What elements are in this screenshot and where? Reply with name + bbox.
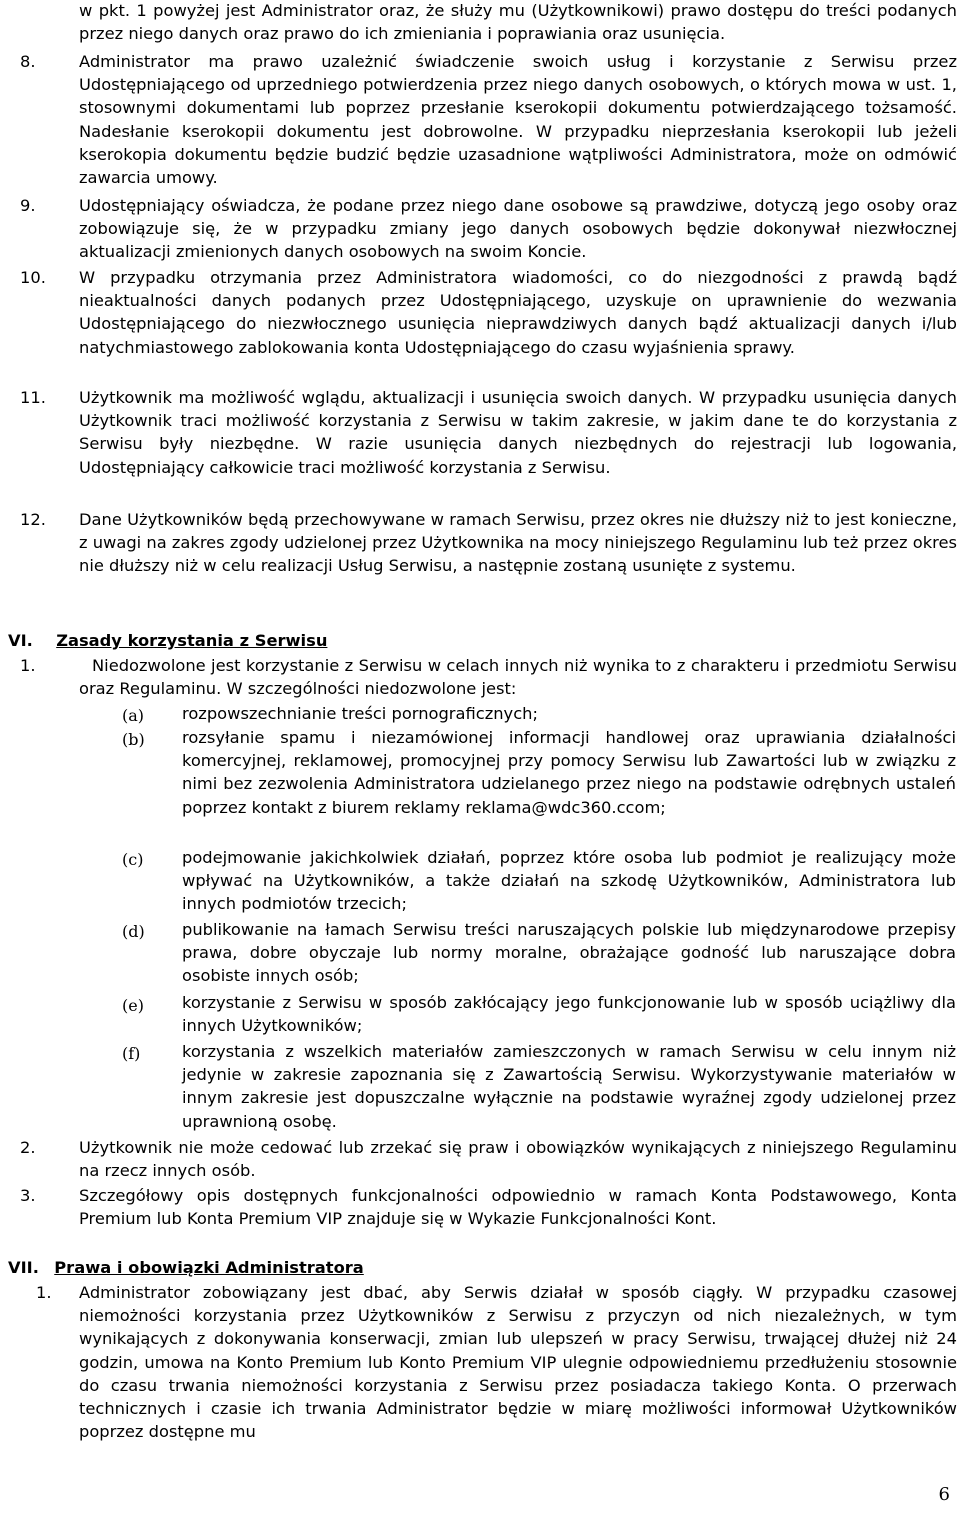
item-text: Użytkownik nie może cedować lub zrzekać się praw i obowiązków wynikających z niniejszego Regulaminu na rzecz innych osób. (79, 1138, 957, 1181)
subitem-text: publikowanie na łamach Serwisu treści naruszających polskie lub międzynarodowe przepisy prawa, dobre obyczaje lub normy moralne, obrażające godność lub naruszające dobra osobiste innych osób; (182, 920, 956, 986)
item-text: W przypadku otrzymania przez Administratora wiadomości, co do niezgodności z prawdą bądź nieaktualności danych podanych przez Udostępniającego, uzyskuje on uprawnienie do wezwania Udostępniającego do niezwłocznego usunięcia nieprawdziwych danych bądź aktualizacji danych i/lub natychmiastowego zablokowania konta Udostępniającego do czasu wyjaśnienia sprawy. (79, 268, 957, 357)
subitem-letter: (b) (122, 730, 145, 749)
item-number: 10. (20, 268, 46, 287)
subitem-text: korzystania z wszelkich materiałów zamieszczonych w ramach Serwisu w celu innym niż jedynie w zakresie zapoznania się z Zawartością Serwisu. Wykorzystywanie materiałów w innym zakresie jest dopuszczalne wyłącznie na podstawie wyraźnej zgody udzielonej przez uprawnioną osobę. (182, 1042, 956, 1131)
section-title: Zasady korzystania z Serwisu (56, 631, 328, 650)
subitem-letter: (a) (122, 706, 145, 725)
subitem-letter: (e) (122, 996, 144, 1015)
section-title: Prawa i obowiązki Administratora (54, 1258, 364, 1277)
subitem-letter: (c) (122, 850, 144, 869)
item-number: 11. (20, 388, 46, 407)
item-text: Dane Użytkowników będą przechowywane w ramach Serwisu, przez okres nie dłuższy niż to jest konieczne, z uwagi na zakres zgody udzielonej przez Użytkownika na mocy niniejszego Regulaminu lub też przez okres nie dłuższy niż w celu realizacji Usług Serwisu, a następnie zostaną usunięte z systemu. (79, 510, 957, 576)
item-text: Niedozwolone jest korzystanie z Serwisu w celach innych niż wynika to z charakteru i przedmiotu Serwisu oraz Regulaminu. W szczególności niedozwolone jest: (79, 656, 957, 699)
subitem-letter: (f) (122, 1044, 141, 1063)
subitem-text: podejmowanie jakichkolwiek działań, poprzez które osoba lub podmiot je realizujący może wpływać na Użytkowników, a także działań na szkodę Użytkowników, Administratora lub innych podmiotów trzecich; (182, 848, 956, 914)
item-number: 9. (20, 196, 36, 215)
intro-paragraph: w pkt. 1 powyżej jest Administrator oraz, że służy mu (Użytkownikowi) prawo dostępu do treści podanych przez niego danych oraz prawo do ich zmieniania i poprawiania oraz usunięcia. (79, 1, 957, 44)
subitem-text: korzystanie z Serwisu w sposób zakłócający jego funkcjonowanie lub w sposób uciążliwy dla innych Użytkowników; (182, 993, 956, 1036)
item-number: 1. (20, 656, 36, 675)
subitem-text: rozsyłanie spamu i niezamówionej informacji handlowej oraz uprawiania działalności komercyjnej, reklamowej, promocyjnej przy pomocy Serwisu lub Zawartości lub w związku z nimi bez zezwolenia Administratora udzielanego przez niego na podstawie odrębnych ustaleń poprzez kontakt z biurem reklamy reklama@wdc360.ccom; (182, 728, 956, 817)
item-number: 8. (20, 52, 36, 71)
section-numeral: VI. (8, 631, 33, 650)
item-number: 12. (20, 510, 46, 529)
item-number: 2. (20, 1138, 36, 1157)
section-numeral: VII. (8, 1258, 39, 1277)
item-text: Administrator ma prawo uzależnić świadczenie swoich usług i korzystanie z Serwisu przez Udostępniającego od uprzedniego potwierdzenia przez niego danych osobowych, o których mowa w ust. 1, stosownymi dokumentami lub poprzez przesłanie kserokopii dokumentu potwierdzającego tożsamość. Nadesłanie kserokopii dokumentu jest dobrowolne. W przypadku nieprzesłania kserokopii lub jeżeli kserokopia dokumentu będzie budzić będzie uzasadnione wątpliwości Administratora, może on odmówić zawarcia umowy. (79, 52, 957, 188)
page-number: 6 (938, 1484, 950, 1505)
subitem-text: rozpowszechnianie treści pornograficznych; (182, 704, 538, 723)
item-number: 3. (20, 1186, 36, 1205)
subitem-letter: (d) (122, 922, 145, 941)
item-text: Użytkownik ma możliwość wglądu, aktualizacji i usunięcia swoich danych. W przypadku usunięcia danych Użytkownik traci możliwość korzystania z Serwisu w takim zakresie, w jakim dane te do korzystania z Serwisu były niezbędne. W razie usunięcia danych niezbędnych do rejestracji lub logowania, Udostępniający całkowicie traci możliwość korzystania z Serwisu. (79, 388, 957, 477)
item-text: Administrator zobowiązany jest dbać, aby Serwis działał w sposób ciągły. W przypadku czasowej niemożności korzystania przez Użytkowników z Serwisu z przyczyn od nich niezależnych, w tym wynikających z dokonywania konserwacji, zmian lub ulepszeń w pracy Serwisu, trwającej dłużej niż 24 godzin, umowa na Konto Premium lub Konto Premium VIP ulegnie odpowiedniemu przedłużeniu stosownie do czasu trwania niemożności korzystania z Serwisu przez posiadacza takiego Konta. O przerwach technicznych i czasie ich trwania Administrator będzie w miarę możliwości informował Użytkowników poprzez dostępne mu (79, 1283, 957, 1442)
section-heading (8, 629, 327, 652)
item-number: 1. (36, 1283, 52, 1302)
section-heading (8, 1256, 364, 1279)
item-text: Szczegółowy opis dostępnych funkcjonalności odpowiednio w ramach Konta Podstawowego, Konta Premium lub Konta Premium VIP znajduje się w Wykazie Funkcjonalności Kont. (79, 1186, 957, 1229)
item-text: Udostępniający oświadcza, że podane przez niego dane osobowe są prawdziwe, dotyczą jego osoby oraz zobowiązuje się, że w przypadku zmiany jego danych osobowych będzie dokonywał niezwłocznej aktualizacji zmienionych danych osobowych na swoim Koncie. (79, 196, 957, 262)
